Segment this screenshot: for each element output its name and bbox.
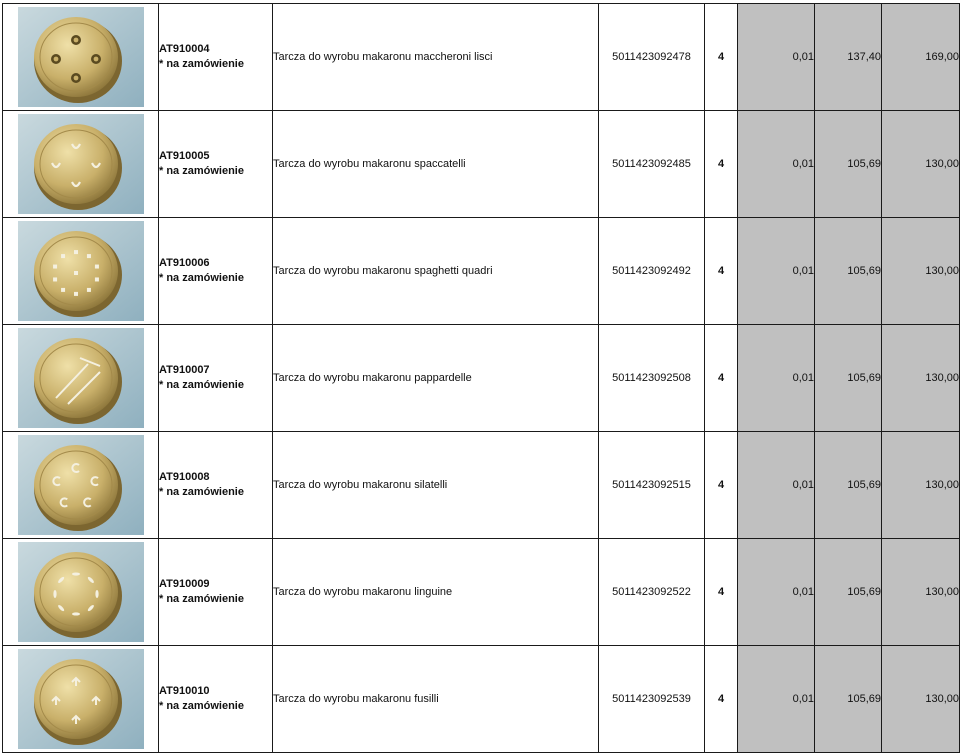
pasta-die-image [18,435,144,535]
product-description: Tarcza do wyrobu makaronu pappardelle [273,325,599,432]
product-image-cell [3,218,159,325]
product-code: AT910010 [159,685,210,697]
order-note: * na zamówienie [159,272,244,284]
pasta-die-image [18,649,144,749]
product-code-cell [159,539,273,646]
ean-code: 5011423092515 [599,432,705,539]
ean-code: 5011423092485 [599,111,705,218]
product-code-cell [159,218,273,325]
weight-value: 0,01 [738,218,815,325]
ean-code: 5011423092508 [599,325,705,432]
table-row [3,646,960,753]
product-table [2,3,960,753]
ean-code: 5011423092539 [599,646,705,753]
product-description: Tarcza do wyrobu makaronu maccheroni lisci [273,4,599,111]
quantity: 4 [705,432,738,539]
order-note: * na zamówienie [159,58,244,70]
order-note: * na zamówienie [159,486,244,498]
pasta-die-image [18,328,144,428]
product-image-cell [3,646,159,753]
ean-code: 5011423092492 [599,218,705,325]
price-net: 105,69 [815,111,882,218]
product-code: AT910004 [159,43,210,55]
quantity: 4 [705,218,738,325]
price-net: 105,69 [815,325,882,432]
weight-value: 0,01 [738,432,815,539]
product-image-cell [3,111,159,218]
weight-value: 0,01 [738,539,815,646]
product-code-cell [159,111,273,218]
product-image-cell [3,539,159,646]
product-image-cell [3,325,159,432]
price-gross: 130,00 [882,111,960,218]
price-gross: 130,00 [882,539,960,646]
ean-code: 5011423092478 [599,4,705,111]
price-gross: 130,00 [882,218,960,325]
quantity: 4 [705,4,738,111]
quantity: 4 [705,539,738,646]
product-description: Tarcza do wyrobu makaronu silatelli [273,432,599,539]
table-row [3,4,960,111]
product-description: Tarcza do wyrobu makaronu fusilli [273,646,599,753]
product-code: AT910006 [159,257,210,269]
pasta-die-image [18,542,144,642]
price-gross: 130,00 [882,432,960,539]
price-net: 105,69 [815,646,882,753]
table-row [3,539,960,646]
product-code: AT910008 [159,471,210,483]
order-note: * na zamówienie [159,379,244,391]
pasta-die-image [18,114,144,214]
product-description: Tarcza do wyrobu makaronu spaccatelli [273,111,599,218]
product-description: Tarcza do wyrobu makaronu linguine [273,539,599,646]
table-row [3,432,960,539]
order-note: * na zamówienie [159,700,244,712]
price-gross: 169,00 [882,4,960,111]
quantity: 4 [705,325,738,432]
table-row [3,325,960,432]
pasta-die-image [18,7,144,107]
table-row [3,218,960,325]
product-image-cell [3,432,159,539]
weight-value: 0,01 [738,325,815,432]
price-net: 105,69 [815,218,882,325]
price-gross: 130,00 [882,646,960,753]
product-code-cell [159,4,273,111]
quantity: 4 [705,646,738,753]
order-note: * na zamówienie [159,593,244,605]
product-code: AT910009 [159,578,210,590]
product-code: AT910005 [159,150,210,162]
product-code-cell [159,432,273,539]
quantity: 4 [705,111,738,218]
table-row [3,111,960,218]
product-description: Tarcza do wyrobu makaronu spaghetti quadri [273,218,599,325]
product-image-cell [3,4,159,111]
product-code-cell [159,646,273,753]
price-net: 137,40 [815,4,882,111]
product-code-cell [159,325,273,432]
weight-value: 0,01 [738,4,815,111]
order-note: * na zamówienie [159,165,244,177]
product-code: AT910007 [159,364,210,376]
price-net: 105,69 [815,539,882,646]
price-gross: 130,00 [882,325,960,432]
weight-value: 0,01 [738,111,815,218]
ean-code: 5011423092522 [599,539,705,646]
weight-value: 0,01 [738,646,815,753]
pasta-die-image [18,221,144,321]
price-net: 105,69 [815,432,882,539]
